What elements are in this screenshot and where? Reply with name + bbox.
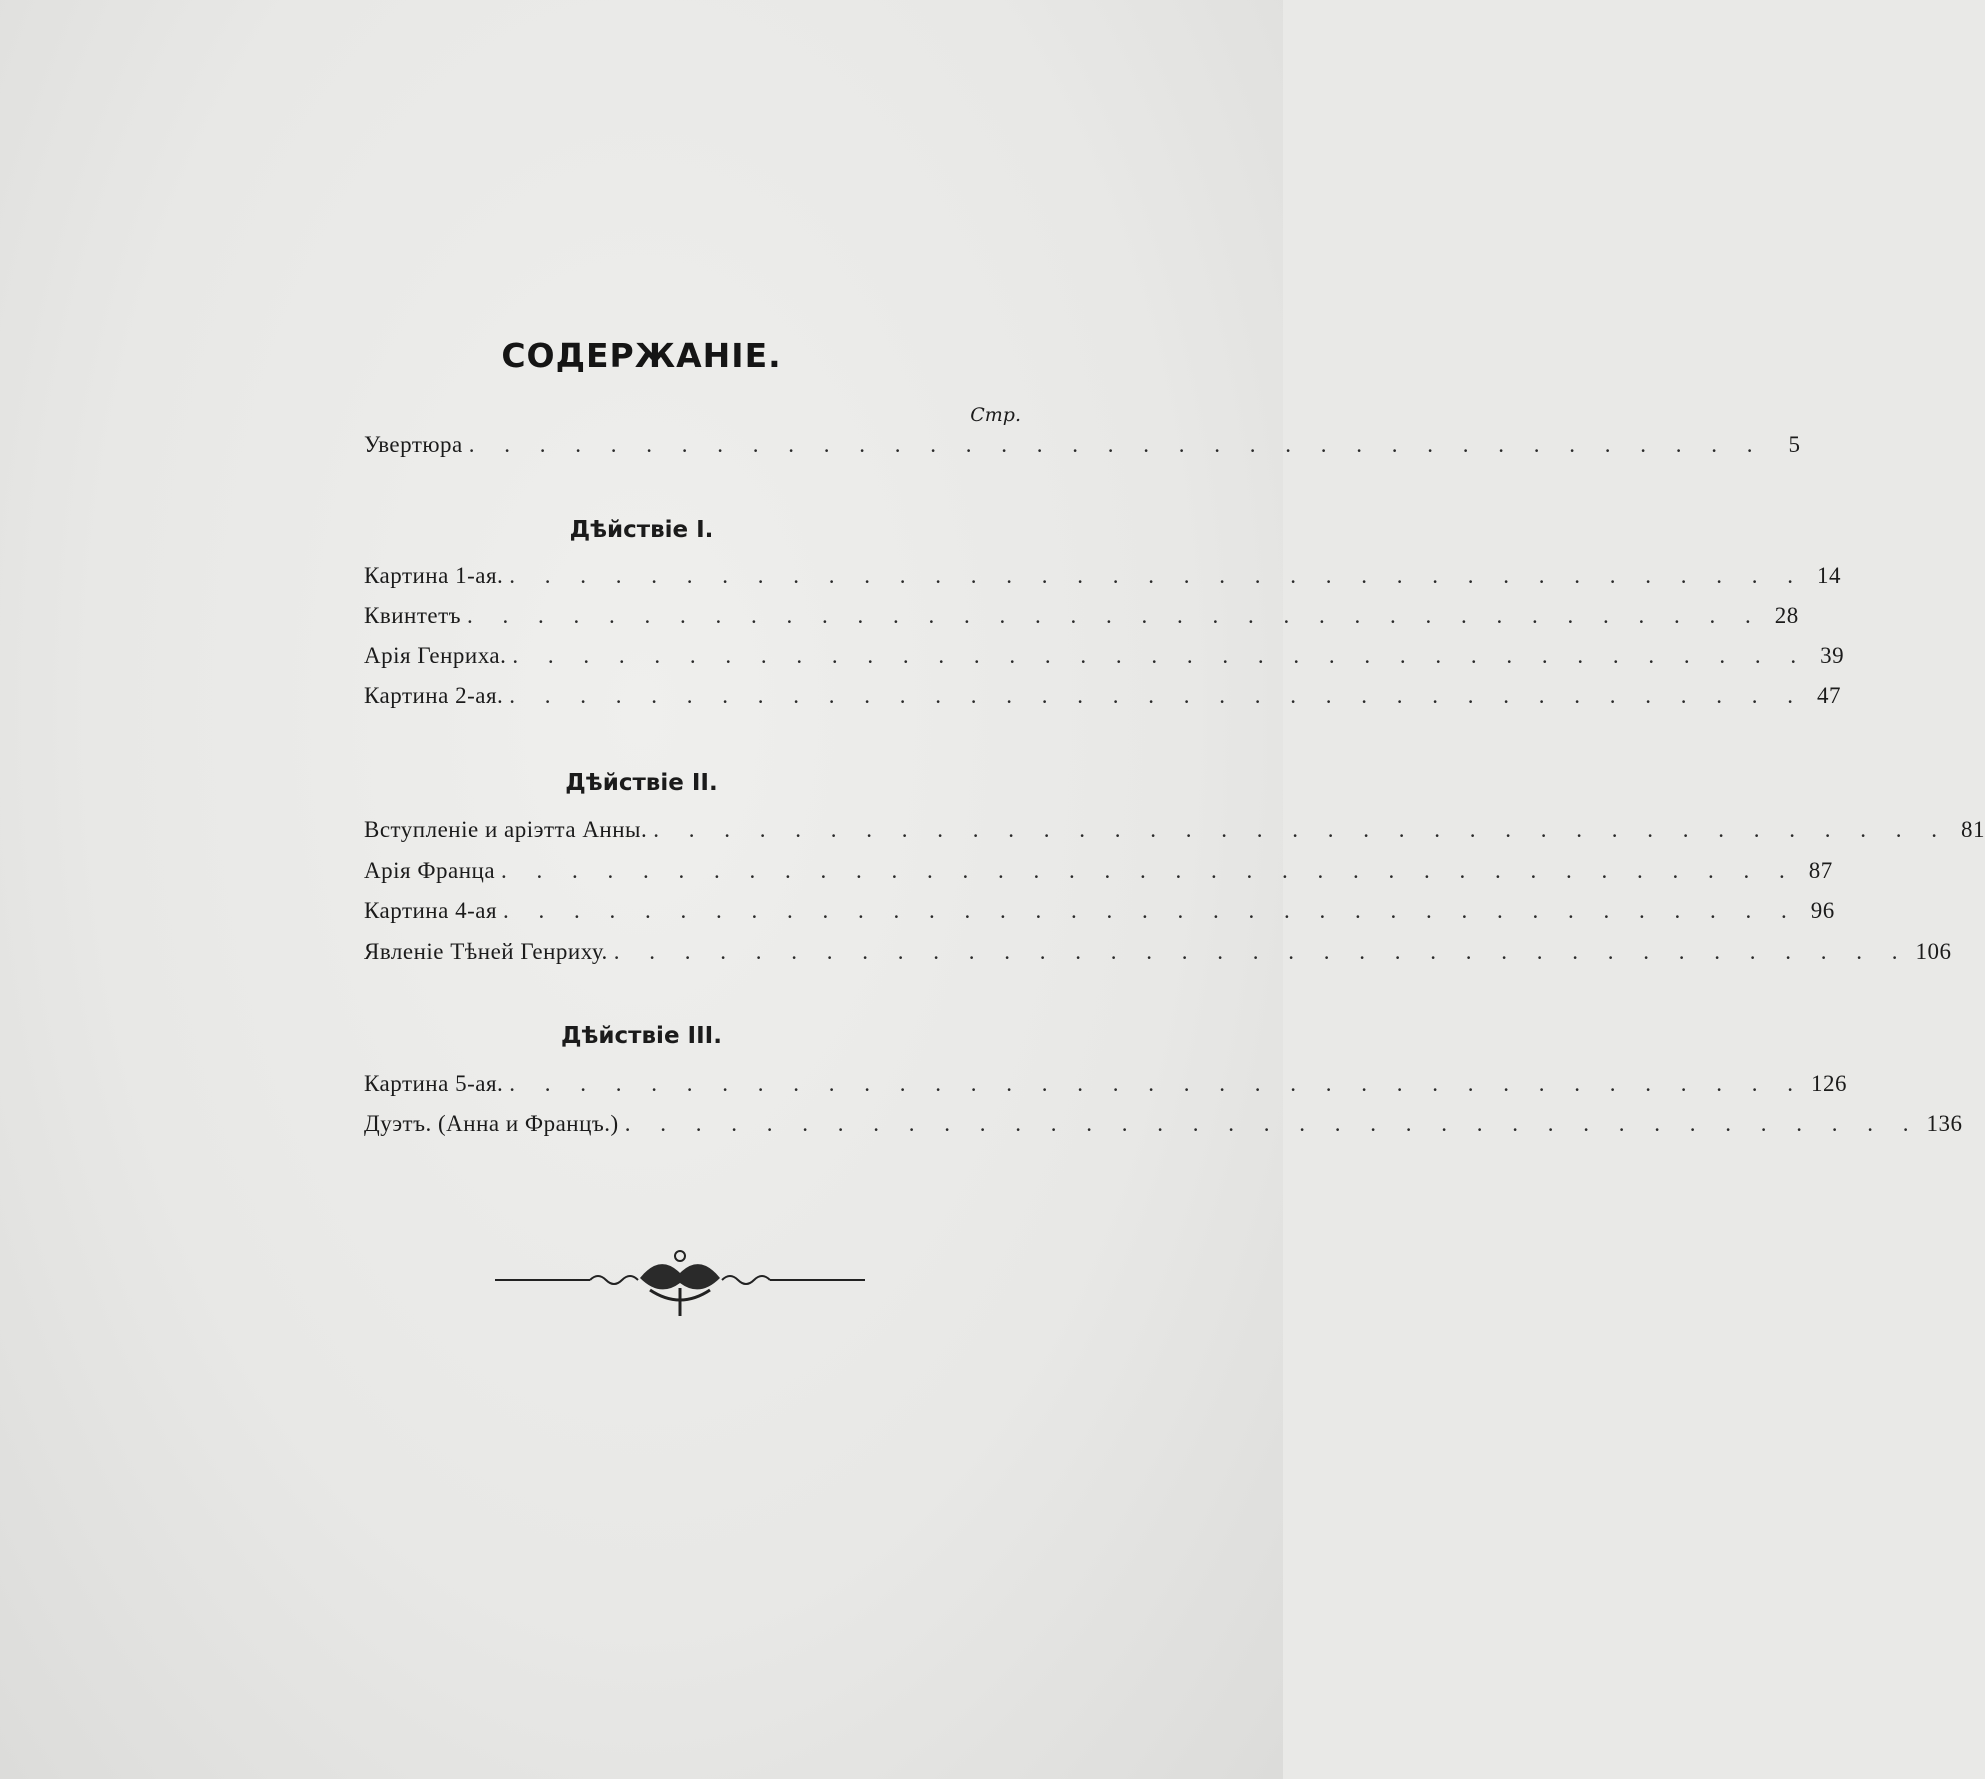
toc-label: Арія Франца	[364, 858, 496, 883]
toc-label: Явленіе Тѣней Генриху.	[364, 939, 608, 964]
toc-page-number: 81	[1961, 817, 1985, 842]
toc-label: Увертюра	[364, 432, 463, 457]
toc-page-number: 136	[1926, 1111, 1963, 1136]
act-3-heading: Дѣйствіе III.	[561, 1023, 722, 1049]
toc-page-number: 126	[1811, 1071, 1848, 1096]
toc-page-number: 28	[1774, 603, 1799, 628]
toc-label: Арія Генриха.	[364, 643, 507, 668]
toc-label: Картина 4-ая	[364, 898, 498, 923]
toc-label: Квинтетъ	[364, 603, 462, 628]
toc-row[interactable]	[364, 939, 1952, 969]
act-2-heading: Дѣйствіе II.	[565, 770, 718, 796]
page-column-header: Стр.	[970, 404, 1021, 426]
toc-row[interactable]	[364, 1111, 1963, 1141]
toc-label: Картина 1-ая.	[364, 563, 504, 588]
leader-dots: . . . . . . . . . . . . . . . . . . . . . . . . . . . . . . . . . . . . .	[509, 563, 1806, 588]
toc-row-overture[interactable]	[364, 432, 1801, 462]
toc-page-number: 14	[1817, 563, 1842, 588]
leader-dots: . . . . . . . . . . . . . . . . . . . . . . . . . . . . . . . . . . . . .	[509, 1071, 1806, 1096]
leader-dots: . . . . . . . . . . . . . . . . . . . . . . . . . . . . . . . . . . . . .	[653, 817, 1949, 842]
toc-page-number: 39	[1820, 643, 1845, 668]
toc-label: Картина 2-ая.	[364, 683, 504, 708]
toc-row[interactable]	[364, 858, 1833, 888]
ornament-divider-icon	[490, 1248, 870, 1318]
leader-dots: . . . . . . . . . . . . . . . . . . . . . . . . . . . . . . . . . . . . .	[512, 643, 1809, 668]
toc-row[interactable]	[364, 898, 1835, 928]
toc-row[interactable]	[364, 1071, 1848, 1101]
act-1-heading: Дѣйствіе I.	[569, 517, 714, 543]
toc-label: Картина 5-ая.	[364, 1071, 504, 1096]
toc-row[interactable]	[364, 817, 1985, 847]
toc-page-number: 106	[1915, 939, 1952, 964]
toc-page-number: 5	[1788, 432, 1801, 457]
leader-dots: . . . . . . . . . . . . . . . . . . . . . . . . . . . . . . . . . . . . .	[624, 1111, 1921, 1136]
leader-dots: . . . . . . . . . . . . . . . . . . . . . . . . . . . . . . . . . . . . .	[613, 939, 1910, 964]
toc-label: Вступленіе и аріэтта Анны.	[364, 817, 648, 842]
page-title: СОДЕРЖАНІЕ.	[501, 336, 782, 375]
toc-row[interactable]	[364, 563, 1842, 593]
leader-dots: . . . . . . . . . . . . . . . . . . . . . . . . . . . . . . . . . . . . .	[467, 603, 1763, 628]
toc-label: Дуэтъ. (Анна и Францъ.)	[364, 1111, 619, 1136]
leader-dots: . . . . . . . . . . . . . . . . . . . . . . . . . . . . . . . . . . . . .	[468, 432, 1765, 457]
toc-page-number: 47	[1817, 683, 1842, 708]
leader-dots: . . . . . . . . . . . . . . . . . . . . . . . . . . . . . . . . . . . . .	[501, 858, 1797, 883]
toc-row[interactable]	[364, 603, 1799, 633]
toc-page-number: 96	[1810, 898, 1835, 923]
leader-dots: . . . . . . . . . . . . . . . . . . . . . . . . . . . . . . . . . . . . .	[509, 683, 1806, 708]
toc-row[interactable]	[364, 683, 1842, 713]
toc-row[interactable]	[364, 643, 1845, 673]
leader-dots: . . . . . . . . . . . . . . . . . . . . . . . . . . . . . . . . . . . . .	[503, 898, 1799, 923]
toc-page-number: 87	[1808, 858, 1833, 883]
